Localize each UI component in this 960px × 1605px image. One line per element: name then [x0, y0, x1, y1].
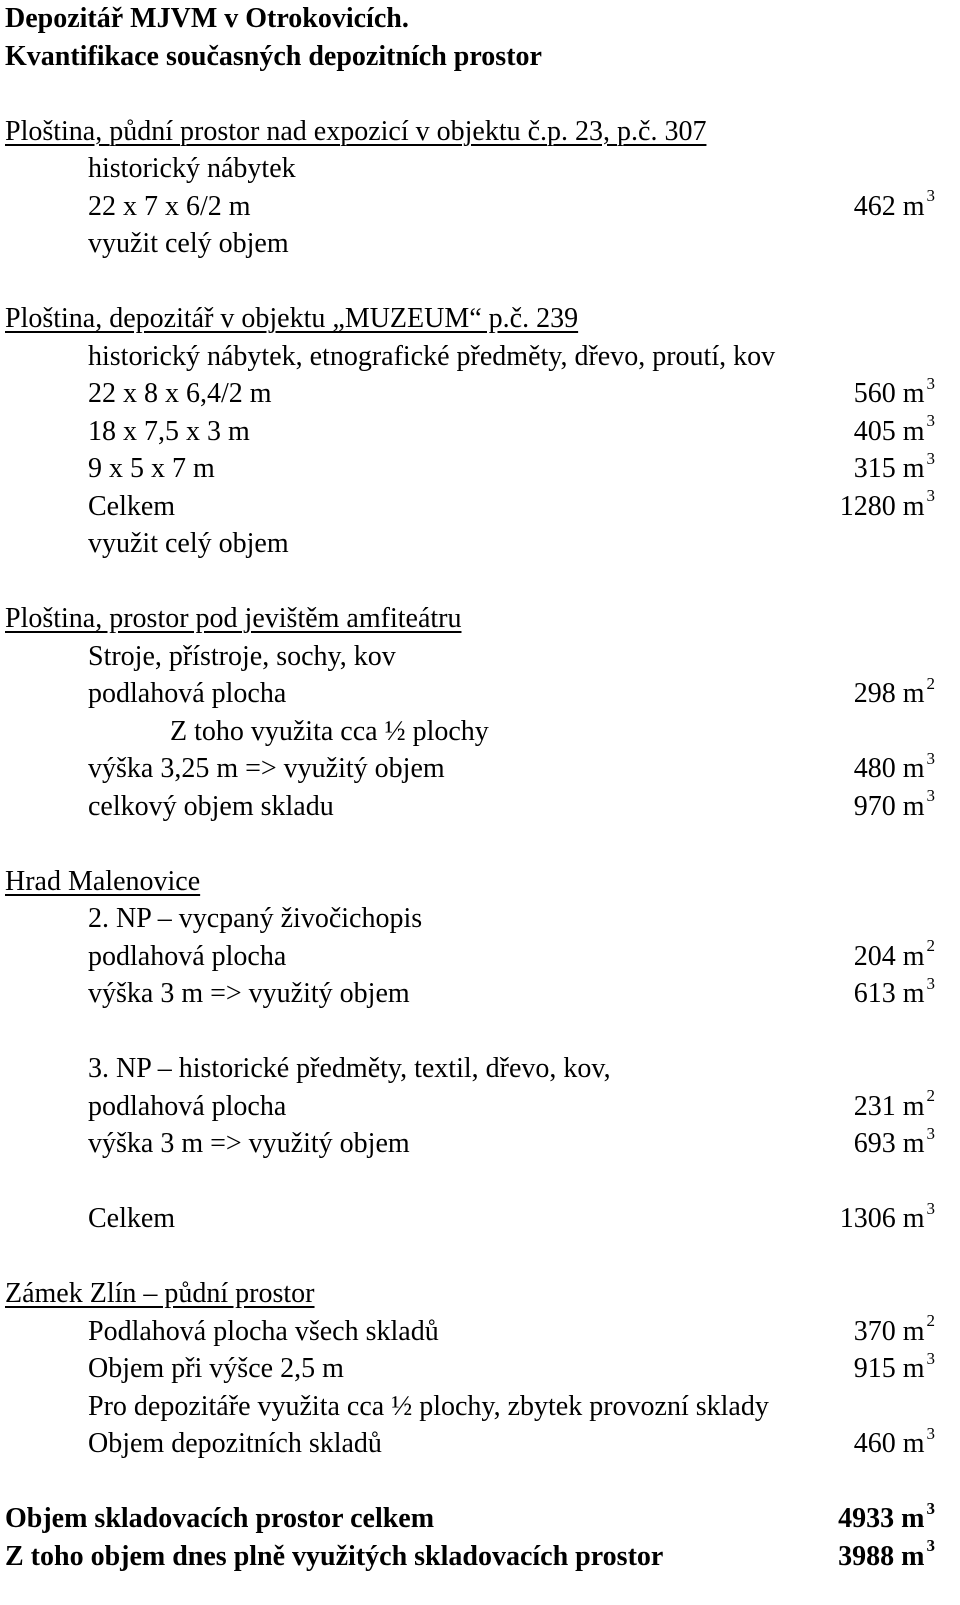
item-row	[5, 1388, 935, 1426]
spacer	[5, 563, 935, 601]
spacer	[5, 1013, 935, 1051]
item-row	[5, 150, 935, 188]
item-row	[5, 225, 935, 263]
item-value: 480 m $^3$	[853, 748, 935, 784]
item-label: 22 x 8 x 6,4/2 m	[88, 378, 272, 409]
item-row	[5, 938, 935, 976]
item-value: 204 m $^2$	[853, 936, 935, 972]
item-value: 915 m $^3$	[853, 1348, 935, 1384]
item-row	[5, 750, 935, 788]
section-heading: Ploština, depozitář v objektu „MUZEUM“ p.č. 239	[5, 303, 579, 334]
section-heading: Hrad Malenovice	[5, 865, 201, 897]
item-value: 231 m $^2$	[853, 1086, 935, 1122]
item-row	[5, 1200, 935, 1238]
summary-total-label: Objem skladovacích prostor celkem	[5, 1503, 435, 1534]
summary-used-row	[5, 1538, 935, 1576]
item-row	[5, 1088, 935, 1126]
item-value: 315 m $^3$	[853, 448, 935, 484]
item-label: výška 3 m => využitý objem	[88, 1128, 410, 1159]
item-row	[5, 900, 935, 938]
item-label: využit celý objem	[88, 228, 289, 259]
section-heading-row	[5, 113, 935, 151]
item-row	[5, 413, 935, 451]
document	[5, 0, 935, 1575]
item-value: 298 m $^2$	[853, 673, 935, 709]
section-heading-row	[5, 300, 935, 338]
item-row	[5, 1050, 935, 1088]
section-heading-row	[5, 600, 935, 638]
item-row	[5, 713, 935, 751]
item-row	[5, 1125, 935, 1163]
spacer	[5, 263, 935, 301]
item-label: využit celý objem	[88, 528, 289, 559]
item-label: Z toho využita cca ½ plochy	[170, 715, 489, 747]
item-label: Stroje, přístroje, sochy, kov	[88, 640, 396, 672]
item-row	[5, 338, 935, 376]
item-label: celkový objem skladu	[88, 790, 334, 822]
item-label: Celkem	[88, 490, 176, 522]
section-heading-row	[5, 863, 935, 901]
summary-total-row	[5, 1500, 935, 1538]
item-label: podlahová plocha	[88, 940, 287, 972]
item-row	[5, 675, 935, 713]
item-label: Objem při výšce 2,5 m	[88, 1353, 344, 1384]
item-row	[5, 1313, 935, 1351]
item-label: 3. NP – historické předměty, textil, dřevo, kov,	[88, 1053, 611, 1084]
item-label: Celkem	[88, 1203, 176, 1234]
item-row	[5, 1350, 935, 1388]
item-label: 2. NP – vycpaný živočichopis	[88, 903, 423, 934]
item-label: historický nábytek, etnografické předměty, dřevo, proutí, kov	[88, 340, 776, 372]
item-row	[5, 450, 935, 488]
document-title-line-2: Kvantifikace současných depozitních prostor	[5, 40, 542, 72]
item-label: historický nábytek	[88, 153, 296, 184]
spacer	[5, 75, 935, 113]
section-heading: Ploština, půdní prostor nad expozicí v objektu č.p. 23, p.č. 307	[5, 115, 707, 147]
item-row	[5, 488, 935, 526]
item-value: 970 m $^3$	[853, 786, 935, 822]
item-value: 462 m $^3$	[853, 186, 935, 222]
item-row	[5, 525, 935, 563]
section-heading-row	[5, 1275, 935, 1313]
item-row	[5, 788, 935, 826]
item-value: 613 m $^3$	[853, 973, 935, 1009]
item-value: 560 m $^3$	[853, 373, 935, 409]
item-label: 22 x 7 x 6/2 m	[88, 190, 251, 222]
summary-total-value: 4933 m $^3$	[838, 1498, 935, 1534]
item-value: 370 m $^2$	[853, 1311, 935, 1347]
summary-used-value: 3988 m $^3$	[838, 1536, 935, 1572]
item-value: 693 m $^3$	[853, 1123, 935, 1159]
item-label: podlahová plocha	[88, 1090, 287, 1122]
spacer	[5, 1463, 935, 1501]
item-value: 1280 m $^3$	[839, 486, 935, 522]
spacer	[5, 1238, 935, 1276]
section-heading: Ploština, prostor pod jevištěm amfiteátru	[5, 603, 462, 634]
document-title-line-1: Depozitář MJVM v Otrokovicích.	[5, 3, 409, 34]
item-value: 1306 m $^3$	[839, 1198, 935, 1234]
spacer	[5, 1163, 935, 1201]
item-row	[5, 975, 935, 1013]
item-label: Pro depozitáře využita cca ½ plochy, zbytek provozní sklady	[88, 1390, 769, 1422]
item-row	[5, 188, 935, 226]
item-row	[5, 375, 935, 413]
item-label: Objem depozitních skladů	[88, 1428, 382, 1459]
item-value: 405 m $^3$	[853, 411, 935, 447]
spacer	[5, 825, 935, 863]
item-label: podlahová plocha	[88, 678, 287, 709]
section-heading: Zámek Zlín – půdní prostor	[5, 1278, 315, 1309]
summary-used-label: Z toho objem dnes plně využitých skladovacích prostor	[5, 1540, 664, 1572]
item-label: výška 3,25 m => využitý objem	[88, 753, 445, 784]
item-label: 9 x 5 x 7 m	[88, 453, 215, 484]
item-label: výška 3 m => využitý objem	[88, 978, 410, 1009]
item-row	[5, 1425, 935, 1463]
item-row	[5, 638, 935, 676]
item-value: 460 m $^3$	[853, 1423, 935, 1459]
item-label: Podlahová plocha všech skladů	[88, 1315, 439, 1347]
item-label: 18 x 7,5 x 3 m	[88, 415, 250, 447]
